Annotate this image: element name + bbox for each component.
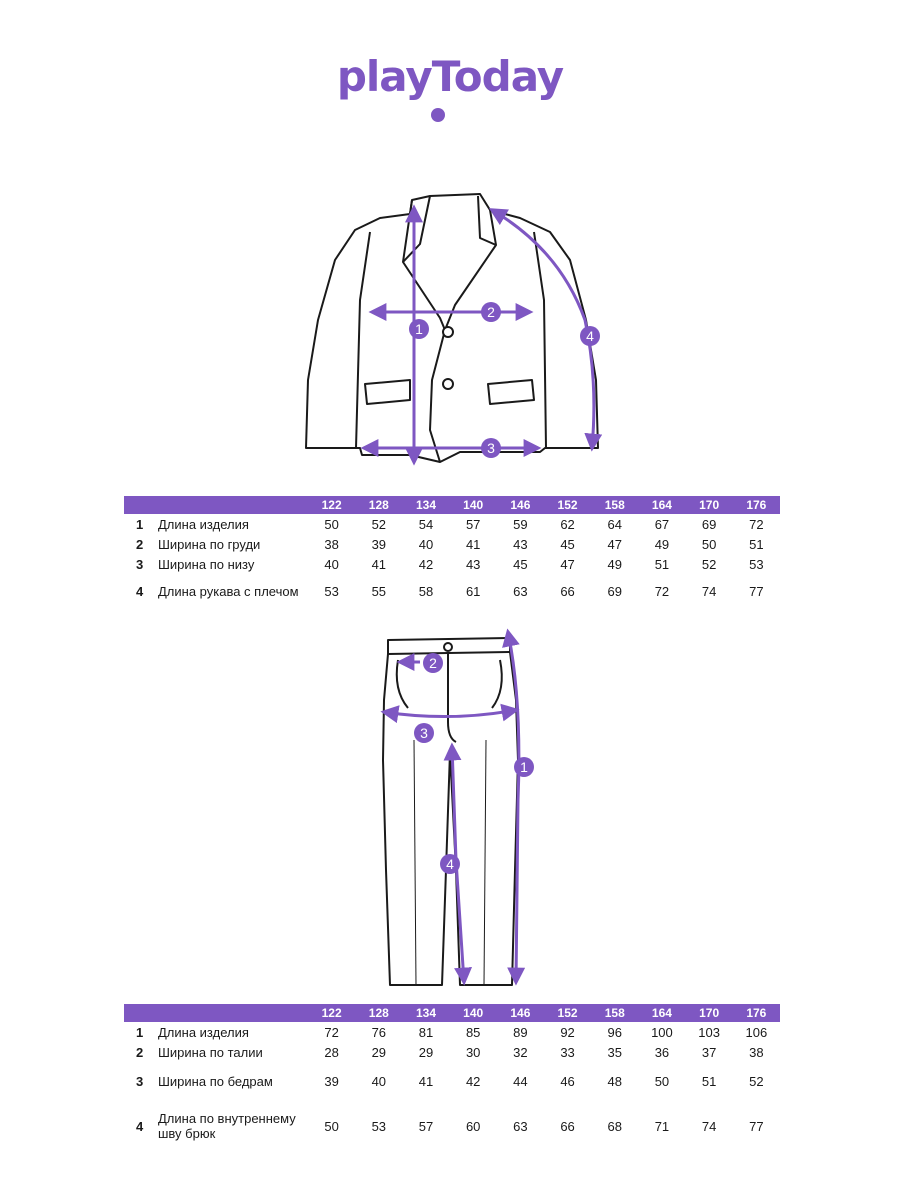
table-cell: 85	[465, 1024, 481, 1040]
table-cell: 60	[465, 1118, 481, 1134]
table-cell: 74	[701, 1118, 717, 1134]
table-cell: 52	[371, 516, 387, 532]
table-cell: 103	[698, 1024, 720, 1040]
size-header: 134	[402, 496, 449, 514]
table-cell: 100	[651, 1024, 673, 1040]
table-cell: 76	[371, 1024, 387, 1040]
table-cell: 55	[371, 583, 387, 599]
size-header: 176	[733, 1004, 780, 1022]
row-number: 4	[136, 1118, 144, 1134]
size-header: 164	[638, 1004, 685, 1022]
row-label: Длина изделия	[158, 516, 249, 532]
table-cell: 49	[607, 556, 622, 572]
pants-size-table	[124, 1004, 780, 1152]
table-row	[124, 514, 780, 534]
table-row	[124, 554, 780, 574]
table-cell: 59	[513, 516, 528, 532]
table-row	[124, 1100, 780, 1152]
table-cell: 77	[749, 1118, 764, 1134]
svg-text:4: 4	[586, 328, 594, 344]
row-label: Ширина по груди	[158, 536, 261, 552]
row-number: 1	[136, 516, 144, 532]
table-cell: 89	[513, 1024, 528, 1040]
table-cell: 43	[513, 536, 528, 552]
svg-text:2: 2	[429, 655, 437, 671]
table-cell: 66	[560, 1118, 575, 1134]
table-cell: 53	[371, 1118, 387, 1134]
table-row	[124, 1042, 780, 1062]
row-number: 4	[136, 583, 144, 599]
row-label: Ширина по бедрам	[158, 1073, 273, 1089]
pants-marker-3	[414, 723, 434, 743]
table-cell: 72	[654, 583, 670, 599]
table-cell: 33	[560, 1044, 575, 1060]
table-cell: 29	[418, 1044, 434, 1060]
table-cell: 53	[324, 583, 339, 599]
jacket-drawing	[0, 180, 900, 480]
jacket-front-edge	[430, 330, 445, 462]
table-cell: 50	[324, 516, 339, 532]
table-cell: 41	[418, 1073, 434, 1089]
jacket-size-table	[124, 496, 780, 608]
table-cell: 49	[654, 536, 670, 552]
size-header: 158	[591, 1004, 638, 1022]
table-cell: 58	[418, 583, 434, 599]
row-number: 2	[136, 536, 144, 552]
size-header: 140	[450, 1004, 497, 1022]
row-label: Длина рукава с плечом	[158, 583, 299, 599]
table-cell: 40	[418, 536, 434, 552]
jacket-marker-1	[409, 319, 429, 339]
table-cell: 63	[513, 583, 528, 599]
row-number: 2	[136, 1044, 144, 1060]
table-row	[124, 574, 780, 608]
table-cell: 67	[654, 516, 670, 532]
table-cell: 43	[465, 556, 481, 572]
table-cell: 54	[418, 516, 434, 532]
table-cell: 40	[371, 1073, 387, 1089]
row-label: Ширина по низу	[158, 556, 255, 572]
svg-text:2: 2	[487, 304, 495, 320]
table-cell: 51	[701, 1073, 717, 1089]
jacket-button-bottom	[443, 379, 453, 389]
table-cell: 42	[465, 1073, 481, 1089]
svg-text:1: 1	[415, 321, 423, 337]
table-cell: 42	[418, 556, 434, 572]
jacket-right-pocket	[488, 380, 534, 404]
size-header: 146	[497, 1004, 544, 1022]
table-cell: 45	[560, 536, 575, 552]
size-header: 164	[638, 496, 685, 514]
pants-fly	[448, 654, 456, 742]
table-cell: 51	[654, 556, 670, 572]
table-cell: 39	[324, 1073, 339, 1089]
table-cell: 44	[513, 1073, 528, 1089]
table-cell: 38	[749, 1044, 764, 1060]
table-cell: 32	[513, 1044, 528, 1060]
row-label: Длина по внутреннему шву брюк	[158, 1111, 296, 1141]
table-cell: 47	[607, 536, 622, 552]
size-header: 158	[591, 496, 638, 514]
logo-wordmark: playToday	[336, 52, 564, 101]
pants-marker-2	[423, 653, 443, 673]
svg-text:3: 3	[487, 440, 495, 456]
svg-text:1: 1	[520, 759, 528, 775]
table-cell: 74	[701, 583, 717, 599]
table-cell: 51	[749, 536, 764, 552]
table-cell: 81	[418, 1024, 434, 1040]
row-label: Длина изделия	[158, 1024, 249, 1040]
pants-measure-hips	[384, 710, 516, 717]
pants-left-pocket	[397, 660, 408, 708]
table-cell: 37	[701, 1044, 717, 1060]
size-header: 152	[544, 496, 591, 514]
jacket-measure-sleeve	[492, 210, 594, 448]
size-header: 170	[686, 496, 733, 514]
row-label: Ширина по талии	[158, 1044, 263, 1060]
row-number: 1	[136, 1024, 144, 1040]
table-cell: 57	[418, 1118, 434, 1134]
size-header: 170	[686, 1004, 733, 1022]
pants-left-crease	[414, 740, 416, 985]
table-cell: 72	[324, 1024, 339, 1040]
table-cell: 92	[560, 1024, 575, 1040]
table-cell: 39	[371, 536, 387, 552]
svg-text:4: 4	[446, 856, 454, 872]
jacket-left-sleeve-seam	[356, 232, 370, 448]
pants-marker-1	[514, 757, 534, 777]
pants-right-crease	[484, 740, 486, 985]
table-cell: 46	[560, 1073, 575, 1089]
row-number: 3	[136, 1073, 144, 1089]
pants-right-pocket	[492, 660, 502, 708]
table-cell: 66	[560, 583, 575, 599]
table-cell: 63	[513, 1118, 528, 1134]
table-cell: 28	[324, 1044, 339, 1060]
jacket-marker-2	[481, 302, 501, 322]
size-header: 140	[450, 496, 497, 514]
table-cell: 29	[371, 1044, 387, 1060]
logo-dot	[431, 108, 445, 122]
table-cell: 50	[654, 1073, 670, 1089]
size-header: 128	[355, 1004, 402, 1022]
size-header: 176	[733, 496, 780, 514]
table-cell: 35	[607, 1044, 622, 1060]
table-cell: 96	[607, 1024, 622, 1040]
table-cell: 36	[654, 1044, 670, 1060]
size-header: 122	[308, 496, 355, 514]
jacket-marker-4	[580, 326, 600, 346]
pants-drawing	[0, 625, 900, 995]
table-cell: 50	[701, 536, 717, 552]
jacket-marker-3	[481, 438, 501, 458]
svg-text:3: 3	[420, 725, 428, 741]
table-cell: 71	[654, 1118, 670, 1134]
table-cell: 53	[749, 556, 764, 572]
size-header: 134	[402, 1004, 449, 1022]
table-cell: 41	[371, 556, 387, 572]
table-cell: 62	[560, 516, 575, 532]
table-cell: 52	[749, 1073, 764, 1089]
table-header-row	[124, 1004, 780, 1022]
brand-logo	[325, 52, 575, 132]
table-row	[124, 1022, 780, 1042]
table-cell: 52	[701, 556, 717, 572]
table-cell: 68	[607, 1118, 622, 1134]
table-cell: 57	[465, 516, 481, 532]
table-cell: 69	[607, 583, 622, 599]
table-cell: 69	[701, 516, 717, 532]
table-cell: 50	[324, 1118, 339, 1134]
table-cell: 61	[465, 583, 481, 599]
table-cell: 72	[749, 516, 764, 532]
pants-marker-4	[440, 854, 460, 874]
row-number: 3	[136, 556, 144, 572]
jacket-button-top	[443, 327, 453, 337]
table-header-row	[124, 496, 780, 514]
table-cell: 30	[465, 1044, 481, 1060]
size-header: 152	[544, 1004, 591, 1022]
table-cell: 40	[324, 556, 339, 572]
table-row	[124, 1062, 780, 1100]
size-header: 146	[497, 496, 544, 514]
table-cell: 106	[745, 1024, 768, 1040]
table-cell: 47	[560, 556, 575, 572]
table-cell: 41	[465, 536, 481, 552]
table-row	[124, 534, 780, 554]
jacket-right-sleeve-seam	[534, 232, 546, 448]
table-cell: 64	[607, 516, 622, 532]
jacket-left-pocket	[365, 380, 410, 404]
size-header: 122	[308, 1004, 355, 1022]
table-cell: 38	[324, 536, 339, 552]
size-header: 128	[355, 496, 402, 514]
pants-button	[444, 643, 452, 651]
table-cell: 77	[749, 583, 764, 599]
table-cell: 48	[607, 1073, 622, 1089]
table-cell: 45	[513, 556, 528, 572]
